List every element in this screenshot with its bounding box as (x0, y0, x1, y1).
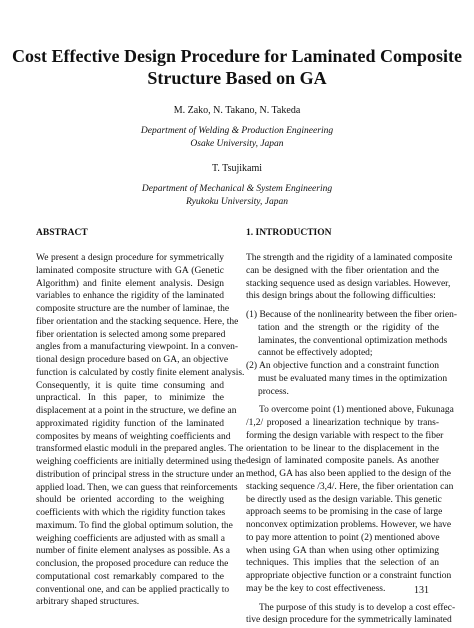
text-line: when using GA than when using other optimizing (246, 545, 439, 556)
text-line: can be designed with the fiber orientation and the (246, 265, 439, 276)
text-line: To overcome point (1) mentioned above, Fukunaga (259, 405, 454, 416)
title-line: Structure Based on GA (147, 68, 327, 88)
text-line: techniques. This implies that the selection of an (246, 558, 439, 569)
text-line: laminates, the conventional optimization methods (258, 335, 448, 346)
affiliation-line: Osake University, Japan (190, 139, 284, 149)
text-line: cannot be effectively adopted; (258, 348, 373, 359)
text-line: (2) An objective function and a constraint function (246, 361, 439, 371)
intro-list-item-1 (246, 309, 458, 360)
text-line: /1,2/ proposed a linearization technique by trans- (246, 418, 439, 428)
text-line: Algorithm) and finite element analysis. Design (36, 278, 224, 289)
text-line: conclusion, the proposed procedure can reduce the (36, 559, 229, 569)
page-number: 131 (414, 585, 429, 596)
text-line: maximum. To find the global optimum solution, the (36, 520, 233, 531)
text-line: approximated rigidity function of the laminated (36, 418, 224, 429)
text-line: tation and the strength or the rigidity of the (258, 322, 439, 333)
text-line: applied load. Then, we can guess that reinforcements (36, 482, 238, 493)
introduction-column (246, 227, 458, 627)
text-line: unpractical. In this paper, to minimize the (36, 393, 224, 404)
text-line: displacement at a point in the structure, we define an (36, 406, 237, 416)
text-line: (1) Because of the nonlinearity between the fiber orien- (246, 310, 458, 320)
text-line: forming the design variable with respect to the fiber (246, 430, 444, 441)
text-line: We present a design procedure for symmetrically (36, 253, 224, 263)
text-line: function is calculated by costly finite element analysis. (36, 367, 245, 378)
affiliation-line: Department of Mechanical & System Engineering (141, 184, 333, 194)
text-line: transformed elastic moduli in the prepared angles. The (36, 444, 244, 455)
text-line: tional design procedure based on GA, an objective (36, 355, 229, 365)
intro-list-item-2 (246, 360, 448, 398)
affiliation-line: Department of Welding & Production Engineering (140, 126, 334, 136)
text-line: to pay more attention to point (2) mentioned above (246, 532, 440, 543)
text-line: orientation to be linear to the displacement in the (246, 443, 439, 454)
text-line: should be oriented according to the weighing (36, 495, 224, 506)
text-line: may be the key to cost effectiveness. (246, 583, 386, 594)
text-line: appropriate objective function or a constraint function (246, 571, 452, 581)
text-line: design of laminated composite panels. As another (246, 456, 439, 467)
text-line: composites by means of weighting coefficients and (36, 431, 231, 442)
text-line: be directly used as the design variable. This genetic (246, 494, 442, 505)
text-line: fiber orientation is selected among some prepared (36, 329, 226, 340)
text-line: distribution of principal stress in the structure under an (36, 469, 245, 480)
intro-paragraph-1 (246, 252, 453, 303)
text-line: The purpose of this study is to develop a cost effec- (259, 602, 456, 613)
intro-paragraph-3 (246, 602, 456, 628)
text-line: conventional one, and can be applied practically to (36, 584, 230, 595)
text-line: tive design procedure for the symmetrically laminated (246, 615, 452, 626)
text-line: approach seems to be promising in the case of large (246, 507, 443, 518)
text-line: coefficients with which the rigidity function takes (36, 508, 226, 518)
text-line: fiber orientation and the stacking sequence. Here, the (36, 316, 239, 327)
text-line: The strength and the rigidity of a laminated composite (246, 253, 453, 263)
text-line: weighing coefficients are initially determined using the (36, 457, 246, 467)
text-line: Consequently, it is quite time consuming and (36, 380, 224, 391)
text-line: arbitrary shaped structures. (36, 597, 140, 608)
text-line: stacking sequence used as design variables. However, (246, 278, 451, 289)
affiliation-line: Ryukoku University, Japan (186, 197, 288, 207)
title-line: Cost Effective Design Procedure for Laminated Composite (12, 46, 462, 66)
affiliation-1 (0, 125, 474, 151)
text-line: laminated composite structure with GA (Genetic (36, 265, 224, 276)
text-line: composite structure are the number of laminae, the (36, 304, 230, 314)
abstract-body (36, 252, 246, 609)
abstract-column (36, 227, 246, 609)
text-line: this design brings about the following difficulties: (246, 291, 436, 302)
text-line: nonconvex optimization problems. However, we have (246, 520, 452, 530)
introduction-heading: 1. INTRODUCTION (246, 228, 332, 238)
affiliation-2 (0, 183, 474, 209)
abstract-heading: ABSTRACT (36, 228, 88, 238)
text-line: computational cost remarkably compared to the (36, 571, 224, 582)
intro-paragraph-2 (246, 404, 454, 595)
paper-title (0, 45, 474, 89)
text-line: stacking sequence /3,4/. Here, the fiber orientation can (246, 481, 454, 492)
author-2: T. Tsujikami (211, 163, 263, 174)
authors: M. Zako, N. Takano, N. Takeda (173, 105, 301, 116)
text-line: process. (258, 386, 289, 397)
text-line: method, GA has also been applied to the design of the (246, 469, 451, 479)
text-line: weighing coefficients are adjusted with as small a (36, 533, 225, 544)
text-line: number of finite element analyses as possible. As a (36, 546, 230, 557)
text-line: must be evaluated many times in the optimization (258, 373, 448, 384)
text-line: angles from a manufacturing viewpoint. In a conven- (36, 342, 239, 353)
text-line: variables to enhance the rigidity of the laminated (36, 291, 224, 302)
